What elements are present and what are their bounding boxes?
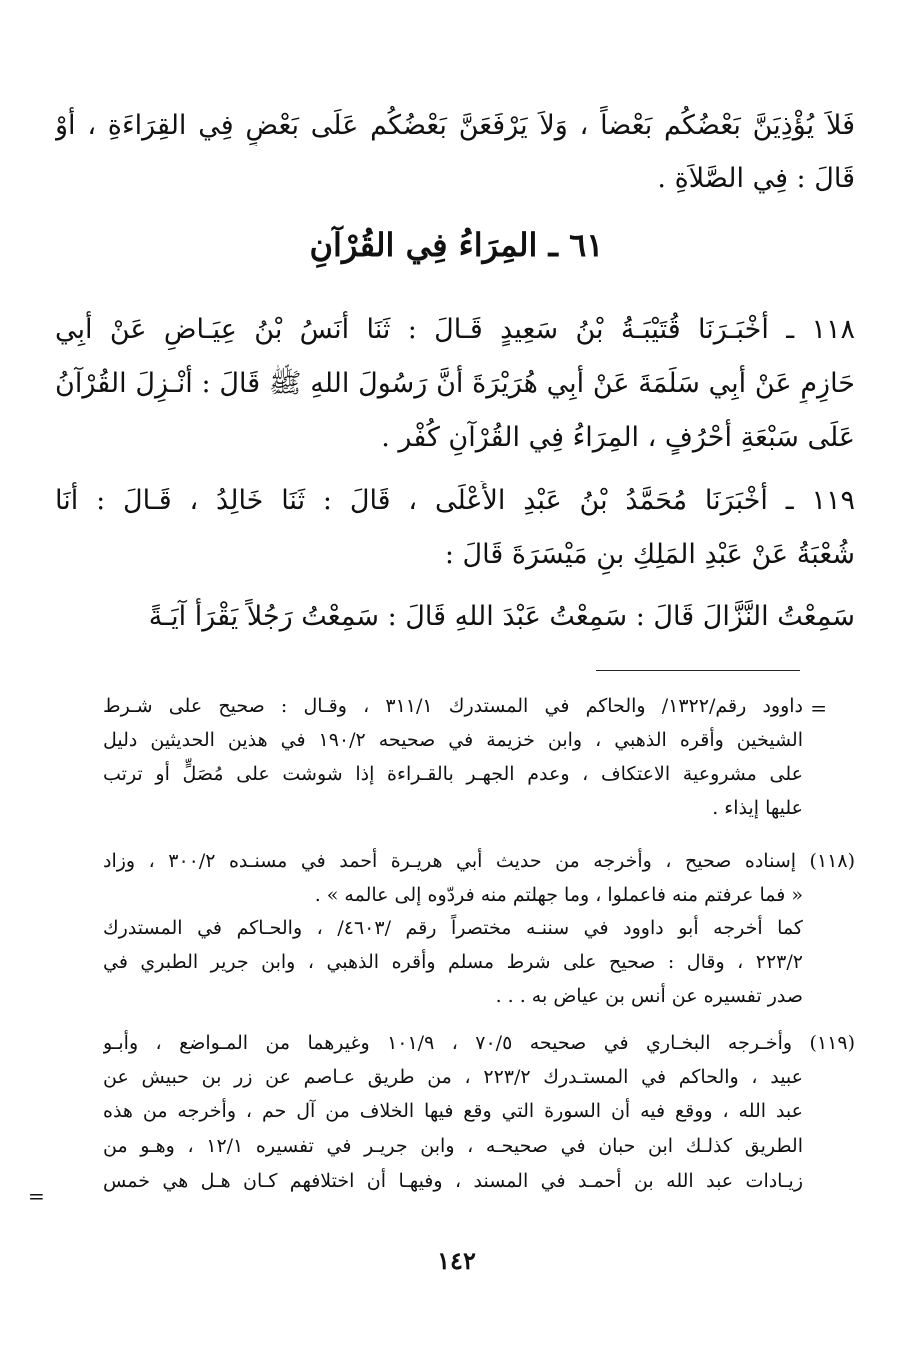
hadith-118-line: حَازِمٍ عَنْ أَبِي سَلَمَةَ عَنْ أَبِي هُرَيْرَةَ أَنَّ رَسُولَ اللهِ ﷺ قَالَ : أُنْـزِلَ القُرْآنُ xyxy=(55,368,855,399)
footnote-continuation-line: عليها إيذاء . xyxy=(712,797,803,819)
footnote-continuation-line: داوود رقم/١٣٢٢/ والحاكم في المستدرك ٣١١/١ ، وقـال : صحيح على شـرط xyxy=(103,695,803,717)
hadith-119-line: ١١٩ ـ أَخْبَرَنَا مُحَمَّدُ بْنُ عَبْدِ الأَعْلَى ، قَالَ : ثَنَا خَالِدُ ، قَـالَ : أَنَا xyxy=(55,485,855,516)
footnote-separator xyxy=(596,670,800,671)
hadith-118-line: عَلَى سَبْعَةِ أَحْرُفٍ ، المِرَاءُ فِي القُرْآنِ كُفْر . xyxy=(381,422,855,453)
footnote-119-line: عبيد ، والحاكم في المستـدرك ٢٢٣/٢ ، من طريق عـاصم عن زر بن حبيش عن xyxy=(103,1066,803,1088)
hadith-119-line: شُعْبَةُ عَنْ عَبْدِ المَلِكِ بنِ مَيْسَرَةَ قَالَ : xyxy=(444,539,855,570)
chapter-heading: ٦١ ـ المِرَاءُ فِي القُرْآنِ xyxy=(309,226,604,264)
footnote-118-line: صدر تفسيره عن أنس بن عياض به . . . xyxy=(495,985,803,1007)
footnote-continuation-line: على مشروعية الاعتكاف ، وعدم الجهـر بالقـراءة إذا شوشت على مُصَلٍّ أو ترتب xyxy=(103,763,803,785)
page-number: ١٤٢ xyxy=(437,1246,476,1275)
main-text-line: فَلاَ يُؤْذِيَنَّ بَعْضُكُم بَعْضاً ، وَلاَ يَرْفَعَنَّ بَعْضُكُم عَلَى بَعْضٍ فِي القِرَاءَةِ ، أَوْ xyxy=(55,110,855,141)
footnote-119-line: زيـادات عبد الله بن أحمـد في المسند ، وفيهـا أن اختلافهم كـان هـل هي خمس xyxy=(103,1170,803,1192)
footnote-119-line: الطريق كذلـك ابن حبان في صحيحـه ، وابن جريـر في تفسيره ١٢/١ ، وهـو من xyxy=(103,1135,803,1157)
footnote-118-line: كما أخرجه أبو داوود في سننـه مختصراً رقم /٤٦٠٣/ ، والحـاكم في المستدرك xyxy=(103,917,803,939)
footnote-continuation-line: الشيخين وأقره الذهبي ، وابن خزيمة في صحيحه ١٩٠/٢ في هذين الحديثين دليل xyxy=(103,729,803,751)
footnote-119-line: عبد الله ، ووقع فيه أن السورة التي وقع فيها الخلاف من آل حم ، وأخرجه من هذه xyxy=(103,1100,803,1122)
main-text-line: قَالَ : فِي الصَّلاَةِ . xyxy=(657,163,855,194)
footnote-118-line: ٢٢٣/٢ ، وقال : صحيح على شرط مسلم وأقره الذهبي ، وابن جرير الطبري في xyxy=(103,951,803,973)
footnote-118-line: « فما عرفتم منه فاعملوا ، وما جهلتم منه فردّوه إلى عالمه » . xyxy=(314,884,803,906)
footnote-118-line: (١١٨) إسناده صحيح ، وأخرجه من حديث أبي هريـرة أحمد في مسنـده ٣٠٠/٢ ، وزاد xyxy=(103,850,855,872)
footnote-119-line: (١١٩) وأخـرجه البخـاري في صحيحه ٧٠/٥ ، ١٠١/٩ وغيرهما من المـواضع ، وأبـو xyxy=(103,1032,855,1054)
continues-next-page-mark: = xyxy=(28,1184,45,1208)
hadith-119-line: سَمِعْتُ النَّزَّالَ قَالَ : سَمِعْتُ عَبْدَ اللهِ قَالَ : سَمِعْتُ رَجُلاً يَقْرَأُ آيَـةً xyxy=(148,601,855,632)
continuation-mark: = xyxy=(810,696,827,720)
hadith-118-line: ١١٨ ـ أَخْبَـرَنَا قُتَيْبَـةُ بْنُ سَعِيدٍ قَـالَ : ثَنَا أَنَسُ بْنُ عِيَـاضٍ عَنْ أَبِي xyxy=(55,314,855,345)
